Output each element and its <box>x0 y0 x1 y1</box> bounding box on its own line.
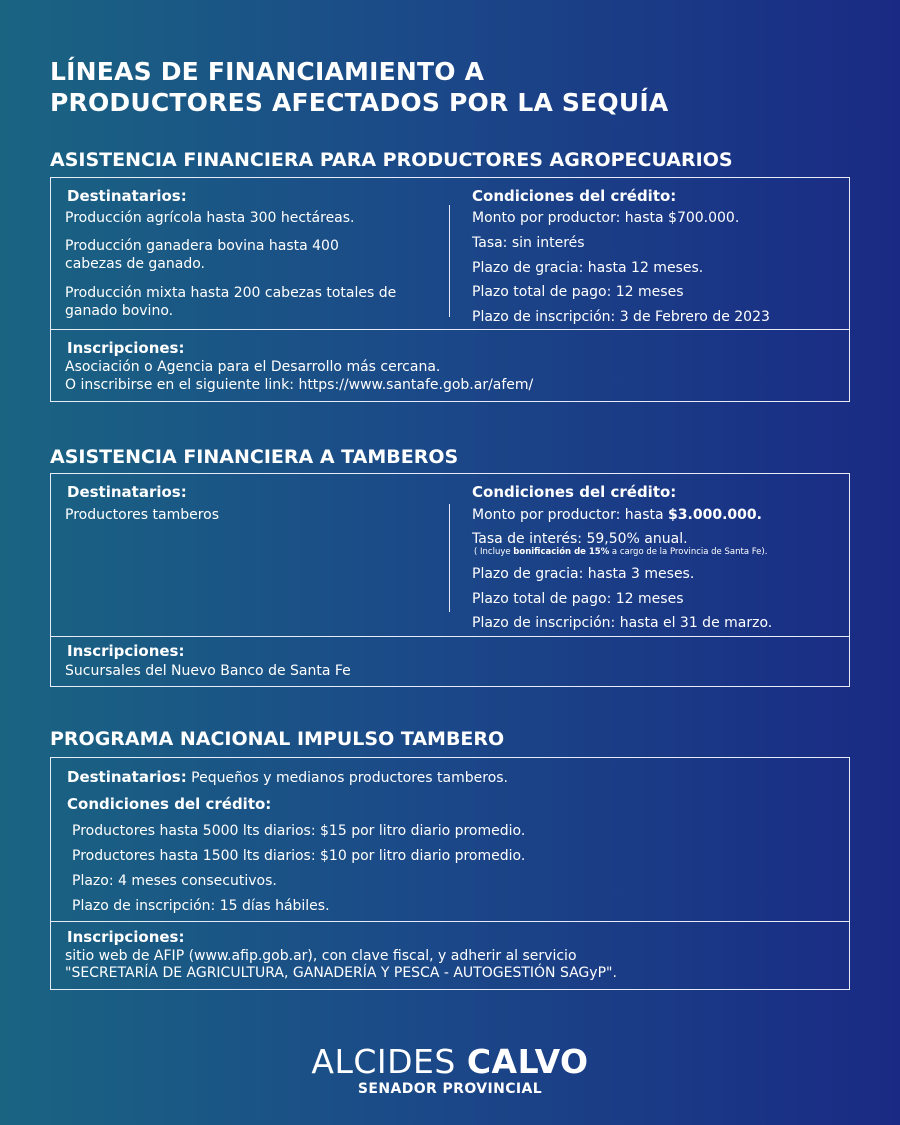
brand-name-first: ALCIDES <box>311 1042 467 1081</box>
page-title-line-2: PRODUCTORES AFECTADOS POR LA SEQUÍA <box>50 88 669 117</box>
section-2-monto <box>472 506 762 524</box>
section-3-condicion-item: Productores hasta 5000 lts diarios: $15 por litro diario promedio. <box>72 823 526 839</box>
section-2-title: ASISTENCIA FINANCIERA A TAMBEROS <box>50 446 459 468</box>
section-1-destinatarios-label: Destinatarios: <box>67 187 187 205</box>
section-2-inscripciones-label: Inscripciones: <box>67 642 185 660</box>
section-1-column-divider <box>449 205 450 317</box>
section-2-tasa-note <box>474 547 767 558</box>
section-2-column-divider <box>449 504 450 612</box>
section-2-divider <box>51 636 849 637</box>
section-2-monto-label: Monto por productor: hasta <box>472 507 669 523</box>
section-2-total: Plazo total de pago: 12 meses <box>472 591 684 607</box>
brand-name <box>0 1042 900 1082</box>
brand-subtitle: SENADOR PROVINCIAL <box>357 1081 543 1097</box>
section-2-tasa-note-suffix: a cargo de la Provincia de Santa Fe). <box>609 547 768 557</box>
section-3-title: PROGRAMA NACIONAL IMPULSO TAMBERO <box>50 728 505 750</box>
section-2-condiciones-label: Condiciones del crédito: <box>472 483 677 501</box>
section-3-inscripcion-item: sitio web de AFIP (www.afip.gob.ar), con clave fiscal, y adherir al servicio <box>65 948 577 964</box>
section-1-condicion-item: Monto por productor: hasta $700.000. <box>472 210 740 226</box>
section-3-condicion-item: Plazo: 4 meses consecutivos. <box>72 873 277 889</box>
section-2-monto-value: $3.000.000. <box>668 507 762 523</box>
section-1-condicion-item: Plazo de inscripción: 3 de Febrero de 2023 <box>472 309 770 325</box>
section-3-condicion-item: Productores hasta 1500 lts diarios: $10 por litro diario promedio. <box>72 848 526 864</box>
section-2-box <box>50 473 850 687</box>
section-1-inscripcion-item: Asociación o Agencia para el Desarrollo más cercana. <box>65 359 441 375</box>
section-2-tasa-note-prefix: ( Incluye <box>474 547 514 557</box>
section-3-box <box>50 757 850 990</box>
section-3-destinatarios <box>67 767 508 787</box>
section-1-condiciones-label: Condiciones del crédito: <box>472 187 677 205</box>
section-2-gracia: Plazo de gracia: hasta 3 meses. <box>472 566 695 582</box>
section-3-condicion-item: Plazo de inscripción: 15 días hábiles. <box>72 898 330 914</box>
section-3-destinatarios-label: Destinatarios: <box>67 768 187 786</box>
section-1-condicion-item: Plazo de gracia: hasta 12 meses. <box>472 260 704 276</box>
section-1-destinatario-item: Producción mixta hasta 200 cabezas totales de ganado bovino. <box>65 285 397 319</box>
section-1-inscripciones-label: Inscripciones: <box>67 339 185 357</box>
section-1-divider <box>51 329 849 330</box>
section-1-box <box>50 177 850 402</box>
page-title-line-1: LÍNEAS DE FINANCIAMIENTO A <box>50 57 485 86</box>
brand-name-last: CALVO <box>466 1042 589 1081</box>
section-1-destinatario-item: Producción ganadera bovina hasta 400 cabezas de ganado. <box>65 238 339 272</box>
section-3-inscripcion-item: "SECRETARÍA DE AGRICULTURA, GANADERÍA Y PESCA - AUTOGESTIÓN SAGyP". <box>65 965 617 981</box>
section-2-tasa-note-bold: bonificación de 15% <box>513 547 610 557</box>
section-3-condiciones-label: Condiciones del crédito: <box>67 795 272 813</box>
section-1-condicion-item: Tasa: sin interés <box>472 235 585 251</box>
section-1-destinatario-item: Producción agrícola hasta 300 hectáreas. <box>65 210 355 226</box>
page-title <box>50 56 850 118</box>
section-3-divider <box>51 921 849 922</box>
section-3-destinatario-item: Pequeños y medianos productores tamberos. <box>186 770 509 786</box>
section-3-inscripciones-label: Inscripciones: <box>67 928 185 946</box>
section-2-inscripcion-item: Sucursales del Nuevo Banco de Santa Fe <box>65 663 351 679</box>
section-2-tasa: Tasa de interés: 59,50% anual. <box>472 531 688 547</box>
section-2-inscripcion-plazo: Plazo de inscripción: hasta el 31 de marzo. <box>472 615 773 631</box>
section-2-destinatario-item: Productores tamberos <box>65 507 220 523</box>
section-1-title: ASISTENCIA FINANCIERA PARA PRODUCTORES AGROPECUARIOS <box>50 149 733 171</box>
section-2-destinatarios-label: Destinatarios: <box>67 483 187 501</box>
section-1-condicion-item: Plazo total de pago: 12 meses <box>472 284 684 300</box>
section-1-inscripcion-link[interactable]: O inscribirse en el siguiente link: https://www.santafe.gob.ar/afem/ <box>65 377 534 393</box>
